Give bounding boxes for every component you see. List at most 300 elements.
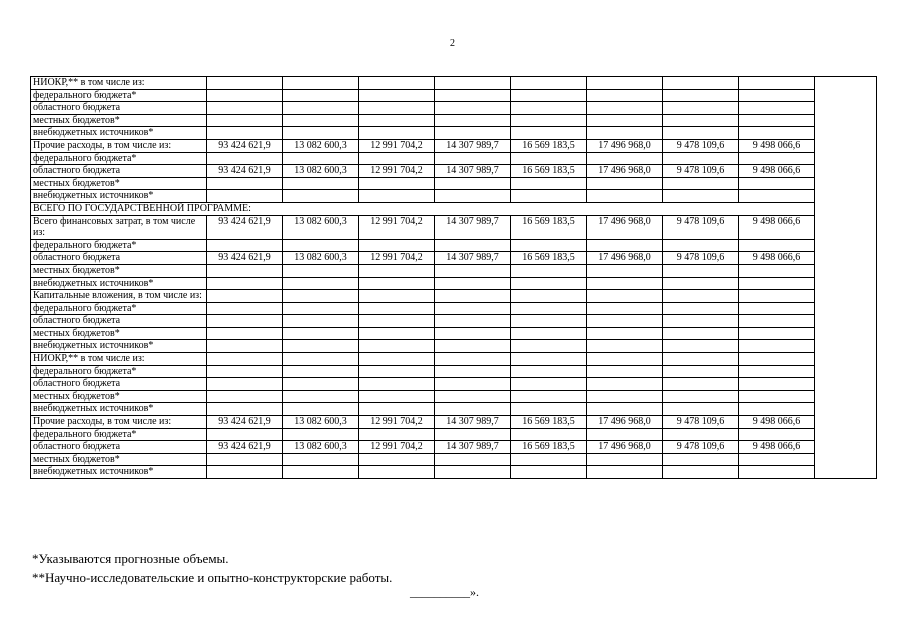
value-cell: 93 424 621,9	[207, 252, 283, 265]
value-cell: 93 424 621,9	[207, 441, 283, 454]
value-cell	[207, 466, 283, 479]
value-cell: 9 478 109,6	[663, 139, 739, 152]
value-cell	[435, 340, 511, 353]
value-cell: 17 496 968,0	[587, 165, 663, 178]
blank-column-cell	[815, 327, 877, 340]
row-label: областного бюджета	[31, 378, 207, 391]
row-label: внебюджетных источников*	[31, 277, 207, 290]
blank-column-cell	[815, 264, 877, 277]
value-cell	[283, 264, 359, 277]
value-cell	[435, 264, 511, 277]
value-cell	[207, 127, 283, 140]
value-cell: 17 496 968,0	[587, 416, 663, 429]
value-cell	[207, 114, 283, 127]
table-row	[31, 215, 877, 239]
value-cell: 13 082 600,3	[283, 139, 359, 152]
value-cell: 14 307 989,7	[435, 165, 511, 178]
value-cell	[511, 315, 587, 328]
table-row	[31, 466, 877, 479]
value-cell	[511, 152, 587, 165]
table-row	[31, 340, 877, 353]
value-cell: 93 424 621,9	[207, 416, 283, 429]
value-cell	[663, 152, 739, 165]
value-cell	[283, 177, 359, 190]
value-cell	[511, 114, 587, 127]
value-cell	[283, 403, 359, 416]
blank-column-cell	[815, 127, 877, 140]
blank-column-cell	[815, 365, 877, 378]
blank-column-cell	[815, 353, 877, 366]
row-label: Всего финансовых затрат, в том числе из:	[31, 215, 207, 239]
row-label: внебюджетных источников*	[31, 127, 207, 140]
table-row	[31, 390, 877, 403]
value-cell	[283, 327, 359, 340]
value-cell	[511, 190, 587, 203]
value-cell	[663, 290, 739, 303]
table-row	[31, 264, 877, 277]
value-cell	[587, 290, 663, 303]
table-row	[31, 190, 877, 203]
value-cell: 9 478 109,6	[663, 252, 739, 265]
row-label: областного бюджета	[31, 252, 207, 265]
value-cell: 13 082 600,3	[283, 441, 359, 454]
value-cell	[663, 264, 739, 277]
value-cell	[739, 453, 815, 466]
table-row	[31, 315, 877, 328]
value-cell	[359, 127, 435, 140]
blank-column-cell	[815, 89, 877, 102]
value-cell	[739, 340, 815, 353]
value-cell	[435, 239, 511, 252]
row-label: областного бюджета	[31, 165, 207, 178]
value-cell: 12 991 704,2	[359, 215, 435, 239]
value-cell	[511, 177, 587, 190]
value-cell	[435, 190, 511, 203]
blank-column-cell	[815, 77, 877, 90]
value-cell	[739, 190, 815, 203]
value-cell	[587, 102, 663, 115]
value-cell	[435, 466, 511, 479]
value-cell	[739, 403, 815, 416]
value-cell	[359, 403, 435, 416]
value-cell	[663, 466, 739, 479]
value-cell	[511, 327, 587, 340]
table-row	[31, 177, 877, 190]
value-cell	[663, 177, 739, 190]
value-cell	[207, 102, 283, 115]
value-cell	[511, 390, 587, 403]
value-cell	[739, 327, 815, 340]
row-label: местных бюджетов*	[31, 327, 207, 340]
value-cell	[435, 365, 511, 378]
value-cell	[587, 353, 663, 366]
value-cell	[359, 428, 435, 441]
value-cell: 12 991 704,2	[359, 165, 435, 178]
value-cell	[359, 327, 435, 340]
value-cell	[587, 302, 663, 315]
value-cell	[435, 428, 511, 441]
value-cell	[207, 390, 283, 403]
row-label: местных бюджетов*	[31, 453, 207, 466]
table-row	[31, 428, 877, 441]
value-cell	[359, 114, 435, 127]
value-cell: 17 496 968,0	[587, 441, 663, 454]
value-cell	[207, 190, 283, 203]
value-cell	[739, 277, 815, 290]
value-cell	[587, 378, 663, 391]
value-cell	[435, 390, 511, 403]
value-cell: 9 498 066,6	[739, 441, 815, 454]
value-cell	[663, 315, 739, 328]
row-label: федерального бюджета*	[31, 239, 207, 252]
row-label: Капитальные вложения, в том числе из:	[31, 290, 207, 303]
table-row	[31, 441, 877, 454]
value-cell	[739, 177, 815, 190]
value-cell	[511, 102, 587, 115]
row-label: местных бюджетов*	[31, 114, 207, 127]
value-cell: 14 307 989,7	[435, 441, 511, 454]
value-cell	[739, 102, 815, 115]
value-cell: 9 498 066,6	[739, 139, 815, 152]
value-cell	[435, 127, 511, 140]
page-number: 2	[450, 38, 455, 49]
value-cell	[435, 327, 511, 340]
value-cell	[207, 89, 283, 102]
row-label: федерального бюджета*	[31, 428, 207, 441]
value-cell: 9 478 109,6	[663, 215, 739, 239]
value-cell	[207, 327, 283, 340]
value-cell: 16 569 183,5	[511, 252, 587, 265]
blank-column-cell	[815, 152, 877, 165]
value-cell: 13 082 600,3	[283, 165, 359, 178]
table-row	[31, 77, 877, 90]
value-cell	[283, 239, 359, 252]
value-cell: 12 991 704,2	[359, 441, 435, 454]
value-cell	[359, 239, 435, 252]
row-label: федерального бюджета*	[31, 89, 207, 102]
value-cell: 16 569 183,5	[511, 416, 587, 429]
value-cell	[587, 152, 663, 165]
value-cell	[435, 353, 511, 366]
blank-column-cell	[815, 290, 877, 303]
table-row	[31, 416, 877, 429]
blank-column-cell	[815, 239, 877, 252]
value-cell	[359, 89, 435, 102]
footnote-niokr: **Научно-исследовательские и опытно-конструкторские работы.	[32, 570, 393, 585]
value-cell: 13 082 600,3	[283, 252, 359, 265]
value-cell: 12 991 704,2	[359, 416, 435, 429]
value-cell: 93 424 621,9	[207, 215, 283, 239]
value-cell	[283, 302, 359, 315]
value-cell	[359, 102, 435, 115]
blank-column-cell	[815, 114, 877, 127]
value-cell: 17 496 968,0	[587, 252, 663, 265]
value-cell	[359, 290, 435, 303]
value-cell	[359, 315, 435, 328]
table-row	[31, 139, 877, 152]
value-cell	[663, 102, 739, 115]
value-cell	[283, 277, 359, 290]
table-row	[31, 102, 877, 115]
value-cell	[739, 428, 815, 441]
value-cell	[587, 264, 663, 277]
value-cell	[435, 102, 511, 115]
value-cell: 13 082 600,3	[283, 215, 359, 239]
value-cell: 16 569 183,5	[511, 139, 587, 152]
value-cell	[587, 315, 663, 328]
blank-column-cell	[815, 277, 877, 290]
value-cell	[739, 152, 815, 165]
value-cell	[283, 453, 359, 466]
value-cell	[739, 390, 815, 403]
value-cell	[283, 340, 359, 353]
value-cell	[207, 340, 283, 353]
value-cell	[511, 77, 587, 90]
value-cell	[283, 102, 359, 115]
blank-column-cell	[815, 466, 877, 479]
value-cell	[207, 353, 283, 366]
value-cell	[207, 177, 283, 190]
section-header-row	[31, 202, 877, 215]
value-cell	[663, 453, 739, 466]
value-cell: 14 307 989,7	[435, 215, 511, 239]
value-cell: 9 498 066,6	[739, 165, 815, 178]
value-cell	[663, 89, 739, 102]
value-cell: 9 478 109,6	[663, 416, 739, 429]
value-cell	[587, 327, 663, 340]
table-row	[31, 239, 877, 252]
table-row	[31, 403, 877, 416]
table-row	[31, 290, 877, 303]
blank-column-cell	[815, 302, 877, 315]
value-cell	[435, 315, 511, 328]
value-cell	[207, 152, 283, 165]
value-cell	[359, 365, 435, 378]
value-cell	[587, 453, 663, 466]
value-cell	[207, 290, 283, 303]
blank-column-cell	[815, 139, 877, 152]
value-cell	[663, 378, 739, 391]
value-cell	[435, 453, 511, 466]
value-cell	[359, 302, 435, 315]
value-cell	[739, 378, 815, 391]
value-cell	[207, 264, 283, 277]
value-cell	[283, 390, 359, 403]
value-cell: 93 424 621,9	[207, 139, 283, 152]
row-label: местных бюджетов*	[31, 264, 207, 277]
value-cell	[587, 177, 663, 190]
value-cell: 12 991 704,2	[359, 139, 435, 152]
blank-column-cell	[815, 340, 877, 353]
row-label: внебюджетных источников*	[31, 340, 207, 353]
value-cell	[511, 353, 587, 366]
value-cell	[435, 152, 511, 165]
value-cell	[663, 340, 739, 353]
blank-column-cell	[815, 390, 877, 403]
blank-column-cell	[815, 177, 877, 190]
budget-table	[30, 76, 877, 479]
table-row	[31, 165, 877, 178]
value-cell	[587, 428, 663, 441]
row-label: НИОКР,** в том числе из:	[31, 353, 207, 366]
value-cell	[359, 353, 435, 366]
value-cell	[283, 378, 359, 391]
value-cell	[435, 290, 511, 303]
value-cell	[207, 277, 283, 290]
value-cell	[511, 403, 587, 416]
footnotes	[32, 549, 392, 587]
value-cell	[511, 89, 587, 102]
value-cell	[283, 152, 359, 165]
value-cell	[663, 239, 739, 252]
value-cell: 17 496 968,0	[587, 215, 663, 239]
blank-column-cell	[815, 441, 877, 454]
value-cell: 16 569 183,5	[511, 215, 587, 239]
value-cell	[663, 353, 739, 366]
table-row	[31, 89, 877, 102]
value-cell	[663, 190, 739, 203]
value-cell	[283, 89, 359, 102]
value-cell	[739, 353, 815, 366]
value-cell	[739, 127, 815, 140]
value-cell	[587, 340, 663, 353]
row-label: Прочие расходы, в том числе из:	[31, 139, 207, 152]
value-cell: 9 478 109,6	[663, 165, 739, 178]
value-cell	[587, 114, 663, 127]
value-cell	[359, 340, 435, 353]
value-cell	[663, 428, 739, 441]
value-cell: 14 307 989,7	[435, 252, 511, 265]
value-cell	[511, 239, 587, 252]
value-cell: 9 498 066,6	[739, 215, 815, 239]
row-label: областного бюджета	[31, 441, 207, 454]
value-cell	[207, 77, 283, 90]
value-cell	[587, 390, 663, 403]
value-cell	[587, 89, 663, 102]
value-cell	[511, 378, 587, 391]
value-cell: 14 307 989,7	[435, 139, 511, 152]
blank-column-cell	[815, 315, 877, 328]
table-row	[31, 127, 877, 140]
value-cell	[663, 77, 739, 90]
row-label: внебюджетных источников*	[31, 403, 207, 416]
value-cell	[587, 365, 663, 378]
value-cell	[207, 453, 283, 466]
table-body	[31, 77, 877, 479]
value-cell	[359, 378, 435, 391]
value-cell	[511, 466, 587, 479]
value-cell: 13 082 600,3	[283, 416, 359, 429]
row-label: Прочие расходы, в том числе из:	[31, 416, 207, 429]
value-cell	[207, 302, 283, 315]
table-row	[31, 365, 877, 378]
blank-column-cell	[815, 202, 877, 215]
value-cell: 16 569 183,5	[511, 165, 587, 178]
value-cell	[511, 340, 587, 353]
row-label: внебюджетных источников*	[31, 466, 207, 479]
value-cell	[511, 290, 587, 303]
value-cell	[511, 264, 587, 277]
value-cell	[283, 190, 359, 203]
value-cell: 9 478 109,6	[663, 441, 739, 454]
value-cell	[739, 239, 815, 252]
value-cell	[663, 127, 739, 140]
value-cell	[283, 114, 359, 127]
value-cell	[207, 239, 283, 252]
value-cell	[587, 77, 663, 90]
value-cell	[359, 77, 435, 90]
value-cell	[283, 428, 359, 441]
value-cell	[587, 403, 663, 416]
value-cell	[359, 390, 435, 403]
value-cell	[435, 277, 511, 290]
value-cell	[435, 114, 511, 127]
value-cell	[435, 89, 511, 102]
value-cell: 14 307 989,7	[435, 416, 511, 429]
value-cell	[663, 365, 739, 378]
row-label: федерального бюджета*	[31, 152, 207, 165]
value-cell	[663, 302, 739, 315]
value-cell	[207, 365, 283, 378]
blank-column-cell	[815, 453, 877, 466]
value-cell	[435, 177, 511, 190]
value-cell	[283, 315, 359, 328]
closing-mark: __________».	[410, 585, 479, 599]
value-cell	[587, 127, 663, 140]
value-cell	[283, 77, 359, 90]
value-cell	[739, 290, 815, 303]
table-row	[31, 453, 877, 466]
value-cell	[283, 466, 359, 479]
value-cell	[435, 77, 511, 90]
table-row	[31, 378, 877, 391]
value-cell	[359, 277, 435, 290]
value-cell	[739, 315, 815, 328]
value-cell: 93 424 621,9	[207, 165, 283, 178]
value-cell: 17 496 968,0	[587, 139, 663, 152]
table-row	[31, 252, 877, 265]
blank-column-cell	[815, 416, 877, 429]
table-row	[31, 277, 877, 290]
value-cell	[511, 428, 587, 441]
value-cell: 12 991 704,2	[359, 252, 435, 265]
blank-column-cell	[815, 378, 877, 391]
value-cell	[283, 353, 359, 366]
value-cell	[587, 466, 663, 479]
value-cell	[207, 428, 283, 441]
blank-column-cell	[815, 403, 877, 416]
value-cell	[739, 89, 815, 102]
footnote-forecast: *Указываются прогнозные объемы.	[32, 551, 229, 566]
row-label: местных бюджетов*	[31, 390, 207, 403]
value-cell	[511, 453, 587, 466]
value-cell: 9 498 066,6	[739, 416, 815, 429]
value-cell	[663, 403, 739, 416]
value-cell	[359, 264, 435, 277]
row-label: областного бюджета	[31, 315, 207, 328]
value-cell	[739, 264, 815, 277]
row-label: внебюджетных источников*	[31, 190, 207, 203]
table-row	[31, 302, 877, 315]
value-cell	[663, 390, 739, 403]
value-cell	[739, 114, 815, 127]
value-cell	[435, 378, 511, 391]
table-row	[31, 353, 877, 366]
blank-column-cell	[815, 428, 877, 441]
value-cell	[511, 277, 587, 290]
table-row	[31, 327, 877, 340]
row-label: федерального бюджета*	[31, 302, 207, 315]
